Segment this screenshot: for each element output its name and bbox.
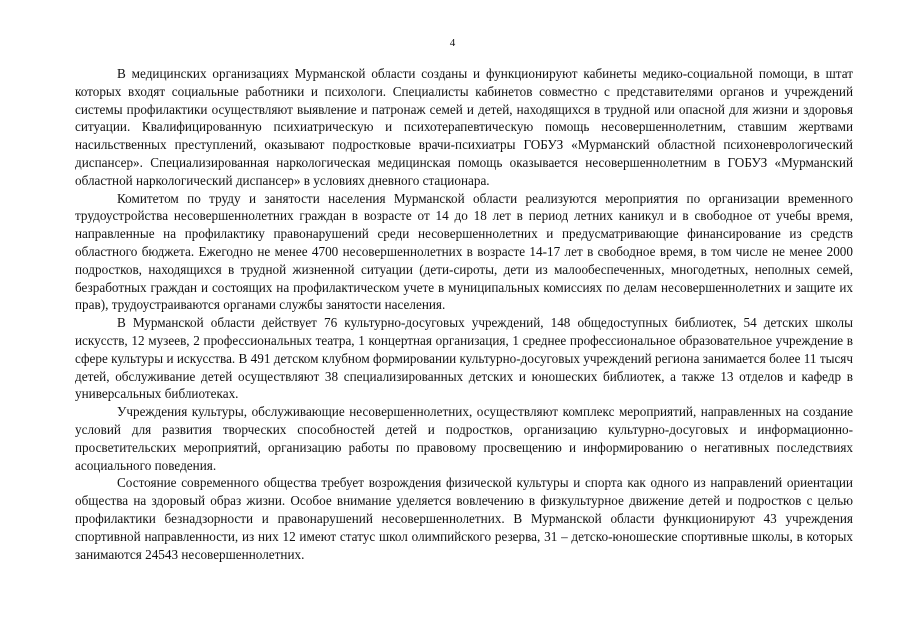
paragraph-sports: Состояние современного общества требует возрождения физической культуры и спорта как одного из направлений ориентации общества на здоровый образ жизни. Особое внимание уделяется вовлечению в физкультурное движение детей и подростков с целью профилактики безнадзорности и правонарушений несовершеннолетних. В Мурманской области функционируют 43 учреждения спортивной направленности, из них 12 имеют статус школ олимпийского резерва, 31 – детско-юношеские спортивные школы, в которых занимаются 24543 несовершеннолетних. <box>75 475 853 562</box>
paragraph-medical-organizations: В медицинских организациях Мурманской области созданы и функционируют кабинеты медико-социальной помощи, в штат которых входят социальные работники и психологи. Специалисты кабинетов совместно с представителями органов и учреждений системы профилактики осуществляют выявление и патронаж семей и детей, находящихся в трудной или опасной для жизни и здоровья ситуации. Квалифицированную психиатрическую и психотерапевтическую помощь несовершеннолетним, ставшим жертвами насильственных преступлений, оказывают подростковые врачи-психиатры ГОБУЗ «Мурманский областной психоневрологический диспансер». Специализированная наркологическая медицинская помощь оказывается несовершеннолетним в ГОБУЗ «Мурманский областной наркологический диспансер» в условиях дневного стационара. <box>75 66 853 188</box>
paragraph-cultural-institutions: В Мурманской области действует 76 культурно-досуговых учреждений, 148 общедоступных библиотек, 54 детских школы искусств, 12 музеев, 2 профессиональных театра, 1 концертная организация, 1 среднее профессиональное образовательное учреждение в сфере культуры и искусства. В 491 детском клубном формировании культурно-досуговых учреждений региона занимается более 11 тысяч детей, обслуживание детей осуществляют 38 специализированных детских и юношеских библиотек, а также 13 отделов и кафедр в универсальных библиотеках. <box>75 315 853 402</box>
paragraph-employment-committee: Комитетом по труду и занятости населения Мурманской области реализуются мероприятия по организации временного трудоустройства несовершеннолетних граждан в возрасте от 14 до 18 лет в период летних каникул и в свободное от учебы время, направленные на профилактику правонарушений среди несовершеннолетних и предусматривающие финансирование из средств областного бюджета. Ежегодно не менее 4700 несовершеннолетних в возрасте 14-17 лет в свободное время, в том числе не менее 2000 подростков, находящихся в трудной жизненной ситуации (дети-сироты, дети из малообеспеченных, многодетных, неполных семей, безработных граждан и состоящих на профилактическом учете в муниципальных комиссиях по делам несовершеннолетних и защите их прав), трудоустраиваются органами службы занятости населения. <box>75 190 853 313</box>
paragraph-culture-activities: Учреждения культуры, обслуживающие несовершеннолетних, осуществляют комплекс мероприятий, направленных на создание условий для развития творческих способностей детей и подростков, организацию культурно-досуговых и информационно-просветительских мероприятий, организацию работы по правовому просвещению и информированию о негативных последствиях асоциального поведения. <box>75 404 853 473</box>
document-body <box>75 65 853 563</box>
page-number: 4 <box>449 37 456 49</box>
